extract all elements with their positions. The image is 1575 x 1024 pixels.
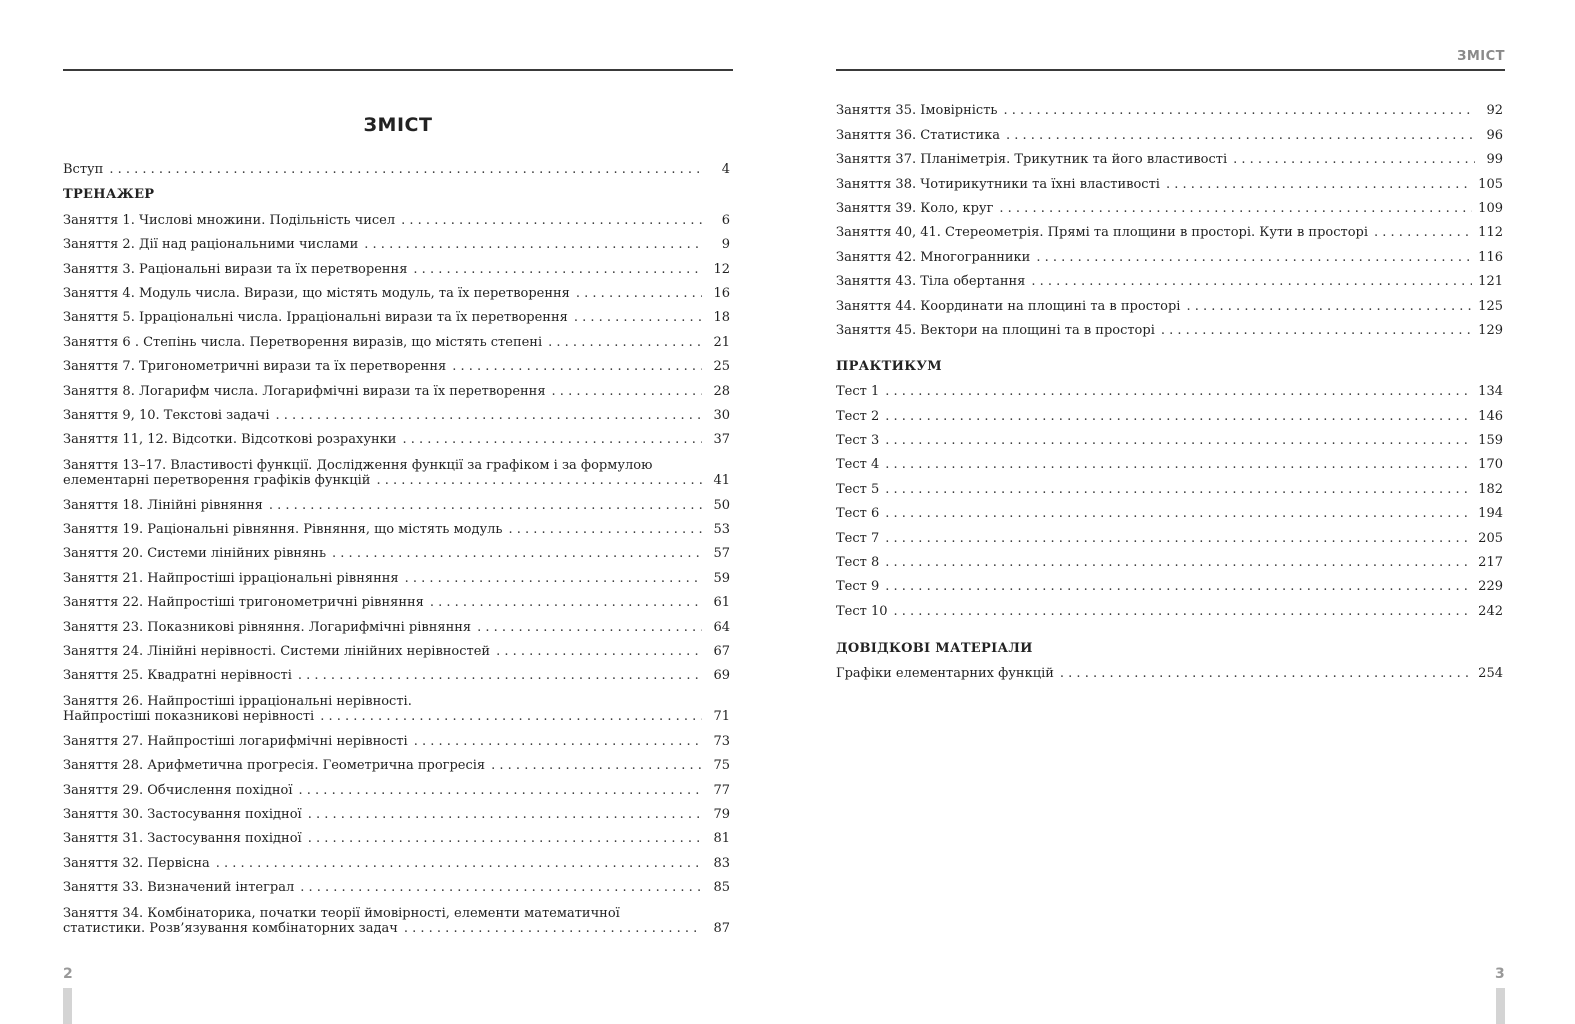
toc-entry-label: Заняття 37. Планіметрія. Трикутник та його властивості <box>836 152 1228 168</box>
toc-right-column <box>836 96 1503 683</box>
leader-dots <box>1161 323 1472 338</box>
leader-dots <box>269 498 702 513</box>
toc-entry[interactable] <box>836 120 1503 144</box>
toc-entry-page: 85 <box>713 880 730 896</box>
left-page-edge-bar <box>63 988 72 1024</box>
toc-entry-page: 205 <box>1478 530 1503 546</box>
toc-entry-page: 64 <box>713 619 730 635</box>
leader-dots <box>320 709 702 724</box>
toc-entry[interactable] <box>836 474 1503 498</box>
leader-dots <box>885 482 1472 497</box>
toc-entry-page: 79 <box>713 806 730 822</box>
toc-left-column <box>63 155 730 938</box>
toc-entry-label: Заняття 26. Найпростіші ірраціональні нерівності. <box>63 694 412 710</box>
toc-entry[interactable] <box>63 775 730 799</box>
toc-entry-label: Заняття 45. Вектори на площині та в просторі <box>836 322 1155 338</box>
leader-dots <box>1233 152 1475 167</box>
running-head: ЗМІСТ <box>1457 49 1505 64</box>
right-page-edge-bar <box>1496 988 1505 1024</box>
leader-dots <box>299 783 702 798</box>
toc-entry-page: 69 <box>713 668 730 684</box>
toc-entry-label: Заняття 2. Дії над раціональними числами <box>63 237 359 253</box>
trainer-list <box>63 205 730 938</box>
leader-dots <box>404 921 702 936</box>
toc-entry-label: Заняття 31. Застосування похідної <box>63 831 302 847</box>
leader-dots <box>364 237 702 252</box>
toc-entry[interactable] <box>63 205 730 229</box>
toc-entry[interactable] <box>836 401 1503 425</box>
toc-entry-page: 53 <box>713 522 730 538</box>
leader-dots <box>548 335 702 350</box>
toc-entry-page: 87 <box>713 921 730 937</box>
toc-entry-page: 28 <box>713 383 730 399</box>
leader-dots <box>376 473 702 488</box>
toc-entry[interactable] <box>836 523 1503 547</box>
leader-dots <box>999 201 1472 216</box>
toc-entry-label: Заняття 3. Раціональні вирази та їх перетворення <box>63 261 408 277</box>
toc-entry-page: 83 <box>713 855 730 871</box>
leader-dots <box>298 668 702 683</box>
toc-entry-label: Заняття 28. Арифметична прогресія. Геометрична прогресія <box>63 758 486 774</box>
leader-dots <box>491 758 702 773</box>
leader-dots <box>885 531 1472 546</box>
toc-entry-label: Тест 6 <box>836 506 880 522</box>
toc-entry-label: Тест 8 <box>836 555 880 571</box>
toc-entry-label: Заняття 23. Показникові рівняння. Логарифмічні рівняння <box>63 619 472 635</box>
leader-dots <box>216 856 702 871</box>
leader-dots <box>401 213 702 228</box>
toc-entry-label: Тест 4 <box>836 457 880 473</box>
toc-entry-page: 159 <box>1478 433 1503 449</box>
toc-entry[interactable] <box>63 824 730 848</box>
leader-dots <box>300 880 702 895</box>
toc-entry-page: 61 <box>713 595 730 611</box>
toc-entry-page: 81 <box>713 831 730 847</box>
page-number-left: 2 <box>63 966 73 982</box>
toc-entry-label: Вступ <box>63 162 104 178</box>
toc-entry-label: Заняття 42. Многогранники <box>836 249 1031 265</box>
toc-entry-page: 6 <box>721 212 730 228</box>
toc-entry-page: 112 <box>1478 225 1503 241</box>
leader-dots <box>885 555 1472 570</box>
toc-entry-page: 25 <box>713 359 730 375</box>
toc-entry-line <box>63 709 730 724</box>
toc-entry-label: Заняття 22. Найпростіші тригонометричні рівняння <box>63 595 424 611</box>
toc-entry-label: Графіки елементарних функцій <box>836 666 1054 682</box>
leader-dots <box>885 433 1472 448</box>
toc-entry[interactable] <box>63 637 730 661</box>
toc-entry[interactable] <box>836 426 1503 450</box>
toc-entry[interactable] <box>63 352 730 376</box>
toc-entry-page: 229 <box>1478 579 1503 595</box>
toc-entry[interactable] <box>836 596 1503 620</box>
toc-entry[interactable] <box>63 303 730 327</box>
toc-entry-page: 41 <box>713 473 730 489</box>
leader-dots <box>413 262 702 277</box>
toc-entry[interactable] <box>63 515 730 539</box>
leader-dots <box>332 546 702 561</box>
toc-entry-page: 129 <box>1478 322 1503 338</box>
toc-entry-page: 37 <box>713 432 730 448</box>
toc-entry-page: 134 <box>1478 384 1503 400</box>
leader-dots <box>477 620 702 635</box>
leader-dots <box>496 644 702 659</box>
toc-entry-label-cont: елементарні перетворення графіків функцій <box>63 473 371 489</box>
leader-dots <box>109 162 702 177</box>
toc-entry[interactable] <box>63 848 730 872</box>
toc-entry[interactable] <box>63 685 730 726</box>
toc-entry-page: 4 <box>721 162 730 178</box>
toc-entry-line <box>63 473 730 488</box>
leader-dots <box>1036 250 1472 265</box>
toc-entry-page: 9 <box>721 237 730 253</box>
toc-entry-page: 182 <box>1478 481 1503 497</box>
leader-dots <box>885 457 1472 472</box>
toc-entry[interactable] <box>63 449 730 490</box>
leader-dots <box>885 579 1472 594</box>
toc-entry[interactable] <box>63 230 730 254</box>
page-title: ЗМІСТ <box>363 114 433 136</box>
toc-entry[interactable] <box>836 572 1503 596</box>
leader-dots <box>276 408 702 423</box>
toc-entry-page: 75 <box>713 758 730 774</box>
toc-entry-intro[interactable] <box>63 155 730 179</box>
toc-entry[interactable] <box>836 242 1503 266</box>
toc-entry[interactable] <box>63 327 730 351</box>
toc-entry-page: 217 <box>1478 555 1503 571</box>
toc-entry[interactable] <box>836 194 1503 218</box>
toc-entry-label: Заняття 18. Лінійні рівняння <box>63 497 263 513</box>
toc-entry-label: Заняття 21. Найпростіші ірраціональні рівняння <box>63 570 399 586</box>
toc-entry[interactable] <box>836 377 1503 401</box>
toc-entry-label-cont: статистики. Розв’язування комбінаторних задач <box>63 921 398 937</box>
toc-entry-label: Тест 9 <box>836 579 880 595</box>
toc-entry-label: Заняття 13–17. Властивості функції. Дослідження функції за графіком і за формулою <box>63 458 653 474</box>
toc-entry[interactable] <box>63 897 730 938</box>
toc-entry-label: Заняття 7. Тригонометричні вирази та їх перетворення <box>63 359 447 375</box>
toc-entry-label-cont: Найпростіші показникові нерівності <box>63 709 315 725</box>
toc-entry-label: Заняття 11, 12. Відсотки. Відсоткові розрахунки <box>63 432 397 448</box>
toc-entry[interactable] <box>63 376 730 400</box>
toc-entry-label: Заняття 6 . Степінь числа. Перетворення виразів, що містять степені <box>63 334 543 350</box>
toc-entry-label: Заняття 39. Коло, круг <box>836 200 994 216</box>
toc-entry-page: 254 <box>1478 666 1503 682</box>
toc-entry-label: Тест 3 <box>836 433 880 449</box>
section-heading-trainer: ТРЕНАЖЕР <box>63 187 155 203</box>
toc-entry-page: 105 <box>1478 176 1503 192</box>
toc-entry[interactable] <box>836 499 1503 523</box>
toc-entry-label: Тест 7 <box>836 530 880 546</box>
toc-entry-page: 242 <box>1478 603 1503 619</box>
leader-dots <box>885 506 1472 521</box>
leader-dots <box>1031 274 1472 289</box>
toc-entry-label: Заняття 9, 10. Текстові задачі <box>63 407 270 423</box>
toc-entry-line <box>63 921 730 936</box>
reference-list <box>836 659 1503 683</box>
toc-entry-page: 116 <box>1478 249 1503 265</box>
toc-entry-label: Заняття 40, 41. Стереометрія. Прямі та площини в просторі. Кути в просторі <box>836 225 1369 241</box>
toc-entry[interactable] <box>63 254 730 278</box>
toc-entry-page: 170 <box>1478 457 1503 473</box>
toc-entry-page: 73 <box>713 733 730 749</box>
toc-entry-page: 59 <box>713 570 730 586</box>
toc-entry[interactable] <box>836 96 1503 120</box>
leader-dots <box>1003 103 1475 118</box>
toc-entry-page: 121 <box>1478 274 1503 290</box>
toc-entry[interactable] <box>63 726 730 750</box>
leader-dots <box>1060 666 1472 681</box>
leader-dots <box>1374 225 1472 240</box>
toc-entry-page: 125 <box>1478 298 1503 314</box>
toc-entry-label: Заняття 5. Ірраціональні числа. Ірраціональні вирази та їх перетворення <box>63 310 568 326</box>
toc-entry-label: Тест 10 <box>836 603 888 619</box>
toc-entry-page: 77 <box>713 782 730 798</box>
toc-entry[interactable] <box>836 450 1503 474</box>
toc-entry[interactable] <box>63 490 730 514</box>
toc-entry[interactable] <box>63 661 730 685</box>
toc-entry[interactable] <box>836 218 1503 242</box>
toc-entry-page: 71 <box>713 709 730 725</box>
toc-entry-label: Заняття 1. Числові множини. Подільність чисел <box>63 212 396 228</box>
left-header-rule <box>63 69 733 71</box>
toc-entry-label: Тест 5 <box>836 481 880 497</box>
toc-entry-page: 18 <box>713 310 730 326</box>
practicum-list <box>836 377 1503 621</box>
leader-dots <box>402 432 702 447</box>
page-number-right: 3 <box>1495 966 1505 982</box>
toc-entry[interactable] <box>63 751 730 775</box>
leader-dots <box>1186 299 1472 314</box>
toc-entry-label: Заняття 35. Імовірність <box>836 103 998 119</box>
leader-dots <box>308 807 702 822</box>
toc-entry-label: Заняття 24. Лінійні нерівності. Системи лінійних нерівностей <box>63 644 491 660</box>
toc-entry[interactable] <box>836 659 1503 683</box>
toc-entry-label: Заняття 20. Системи лінійних рівнянь <box>63 546 327 562</box>
toc-entry[interactable] <box>836 169 1503 193</box>
leader-dots <box>308 831 702 846</box>
toc-entry-page: 30 <box>713 407 730 423</box>
section-heading-reference: ДОВІДКОВІ МАТЕРІАЛИ <box>836 640 1033 656</box>
leader-dots <box>430 595 702 610</box>
toc-entry-label: Заняття 36. Статистика <box>836 127 1000 143</box>
toc-entry-label: Заняття 30. Застосування похідної <box>63 806 302 822</box>
section-heading-practicum: ПРАКТИКУМ <box>836 358 942 374</box>
leader-dots <box>1166 177 1472 192</box>
toc-entry[interactable] <box>836 316 1503 340</box>
toc-entry[interactable] <box>63 612 730 636</box>
leader-dots <box>508 522 702 537</box>
toc-entry-label: Заняття 25. Квадратні нерівності <box>63 668 292 684</box>
toc-entry[interactable] <box>836 145 1503 169</box>
leader-dots <box>576 286 702 301</box>
toc-entry-label: Заняття 34. Комбінаторика, початки теорії ймовірності, елементи математичної <box>63 906 620 922</box>
toc-entry-page: 16 <box>713 285 730 301</box>
toc-entry[interactable] <box>836 267 1503 291</box>
toc-entry[interactable] <box>63 873 730 897</box>
toc-entry[interactable] <box>63 425 730 449</box>
leader-dots <box>552 384 702 399</box>
toc-entry-label: Заняття 29. Обчислення похідної <box>63 782 293 798</box>
right-header-rule <box>836 69 1505 71</box>
leader-dots <box>885 384 1472 399</box>
leader-dots <box>405 571 702 586</box>
toc-entry-label: Заняття 4. Модуль числа. Вирази, що містять модуль, та їх перетворення <box>63 285 570 301</box>
toc-entry[interactable] <box>836 291 1503 315</box>
toc-entry[interactable] <box>63 800 730 824</box>
leader-dots <box>414 734 702 749</box>
toc-entry-page: 67 <box>713 644 730 660</box>
toc-entry-label: Заняття 33. Визначений інтеграл <box>63 880 295 896</box>
toc-entry-page: 194 <box>1478 506 1503 522</box>
toc-entry[interactable] <box>63 279 730 303</box>
toc-entry-page: 96 <box>1486 127 1503 143</box>
leader-dots <box>574 310 702 325</box>
toc-entry-page: 50 <box>713 497 730 513</box>
leader-dots <box>885 409 1472 424</box>
toc-entry-label: Заняття 44. Координати на площині та в просторі <box>836 298 1181 314</box>
toc-entry[interactable] <box>63 588 730 612</box>
toc-entry[interactable] <box>63 539 730 563</box>
leader-dots <box>452 359 702 374</box>
toc-entry-page: 109 <box>1478 200 1503 216</box>
toc-entry-page: 146 <box>1478 408 1503 424</box>
toc-entry[interactable] <box>63 401 730 425</box>
toc-entry-page: 21 <box>713 334 730 350</box>
toc-entry-page: 57 <box>713 546 730 562</box>
toc-entry-page: 92 <box>1486 103 1503 119</box>
toc-entry-label: Заняття 19. Раціональні рівняння. Рівняння, що містять модуль <box>63 522 503 538</box>
toc-entry-label: Заняття 38. Чотирикутники та їхні властивості <box>836 176 1160 192</box>
toc-entry-label: Заняття 8. Логарифм числа. Логарифмічні вирази та їх перетворення <box>63 383 546 399</box>
toc-entry[interactable] <box>836 548 1503 572</box>
toc-entry-page: 12 <box>713 261 730 277</box>
toc-entry-label: Тест 1 <box>836 384 880 400</box>
toc-entry-label: Заняття 43. Тіла обертання <box>836 274 1026 290</box>
leader-dots <box>1006 128 1475 143</box>
toc-entry-label: Заняття 27. Найпростіші логарифмічні нерівності <box>63 733 408 749</box>
toc-entry-page: 99 <box>1486 152 1503 168</box>
toc-entry[interactable] <box>63 563 730 587</box>
toc-entry-label: Заняття 32. Первісна <box>63 855 210 871</box>
trainer-cont-list <box>836 96 1503 340</box>
leader-dots <box>894 604 1473 619</box>
toc-entry-label: Тест 2 <box>836 408 880 424</box>
